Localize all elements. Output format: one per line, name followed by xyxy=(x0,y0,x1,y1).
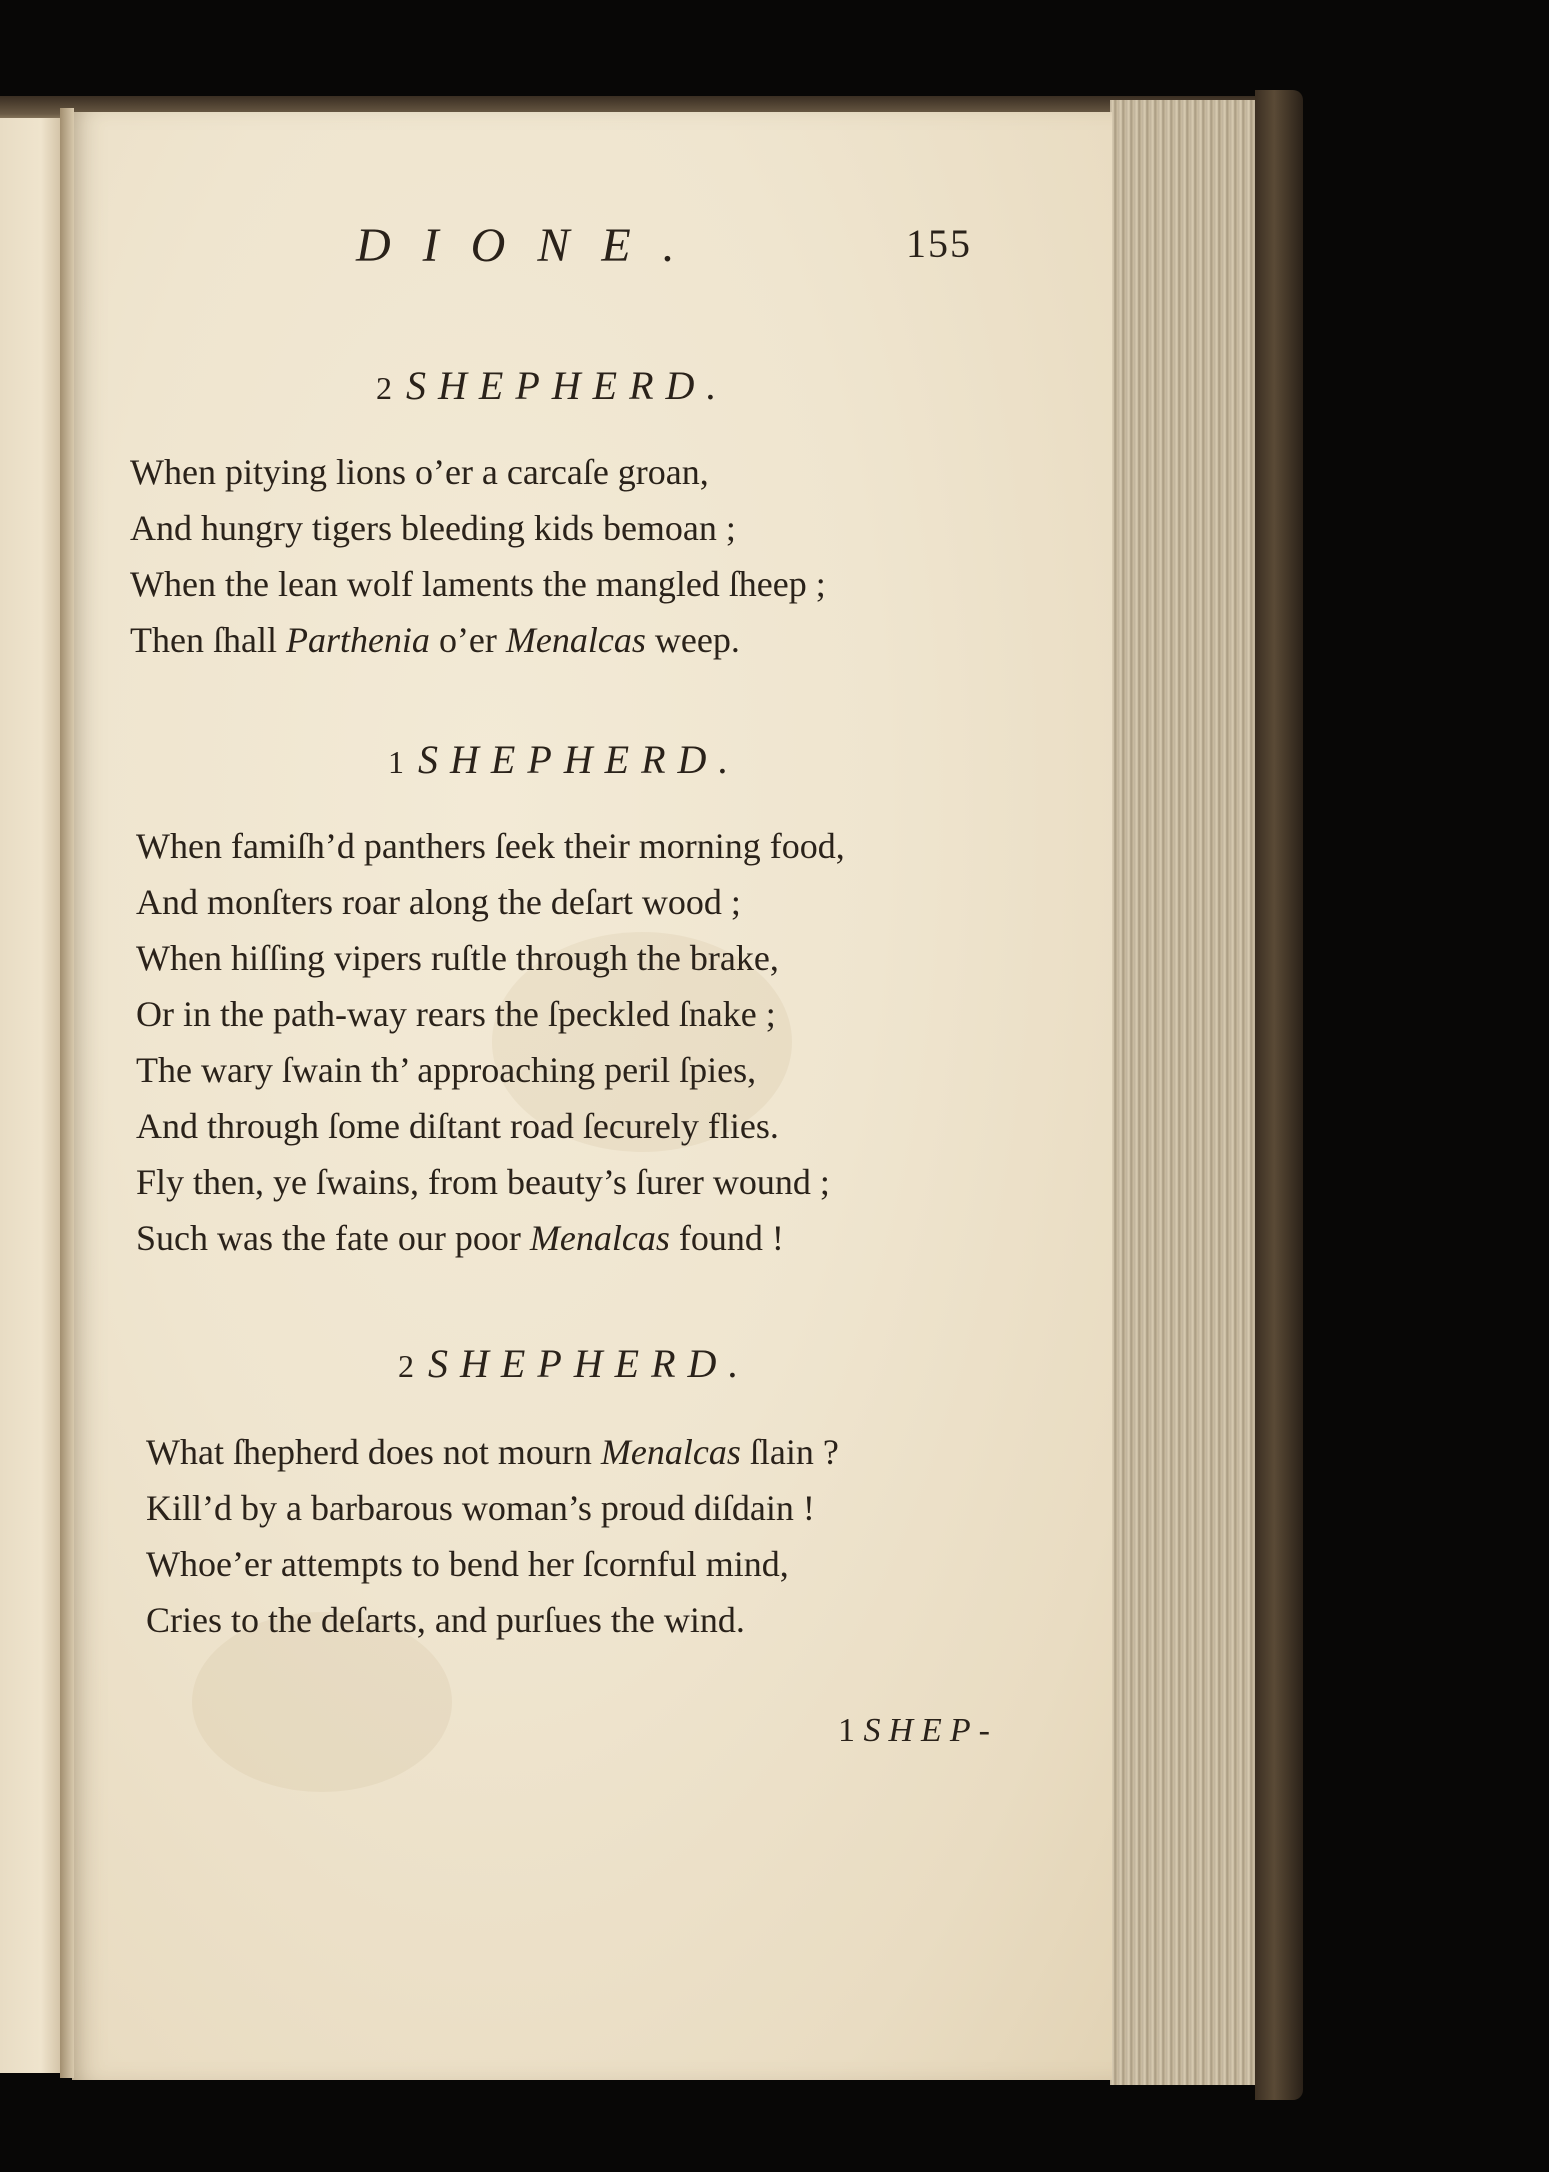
verse-line: Such was the fate our poor Menalcas found ! xyxy=(136,1218,784,1258)
speaker-name: SHEPHERD. xyxy=(406,363,729,408)
facing-page-edge xyxy=(0,118,68,2073)
catchword-number: 1 xyxy=(838,1712,855,1749)
page-number: 155 xyxy=(906,221,972,266)
speaker-number: 2 xyxy=(398,1348,414,1384)
verse-line: Kill’d by a barbarous woman’s proud diſdain ! xyxy=(146,1488,815,1528)
verse-line: Then ſhall Parthenia o’er Menalcas weep. xyxy=(130,620,740,660)
verse-line: And hungry tigers bleeding kids bemoan ; xyxy=(130,508,736,548)
verse-stanza xyxy=(136,818,896,1266)
verse-line: And monſters roar along the deſart wood ; xyxy=(136,882,741,922)
verse-line: When famiſh’d panthers ſeek their morning food, xyxy=(136,826,845,866)
catchword xyxy=(838,1712,998,1750)
verse-line: What ſhepherd does not mourn Menalcas ſlain ? xyxy=(146,1432,839,1472)
speaker-number: 2 xyxy=(376,370,392,406)
speaker-name: SHEPHERD. xyxy=(428,1341,751,1386)
verse-stanza xyxy=(146,1424,906,1648)
verse-line: When pitying lions o’er a carcaſe groan, xyxy=(130,452,709,492)
fore-edge-pages xyxy=(1110,100,1260,2085)
verse-line: When hiſſing vipers ruſtle through the brake, xyxy=(136,938,779,978)
verse-line: When the lean wolf laments the mangled ſheep ; xyxy=(130,564,826,604)
verse-line: And through ſome diſtant road ſecurely flies. xyxy=(136,1106,779,1146)
speaker-heading xyxy=(398,1340,750,1387)
catchword-text: SHEP- xyxy=(863,1712,998,1749)
speaker-heading xyxy=(376,362,728,409)
verse-line: Cries to the deſarts, and purſues the wind. xyxy=(146,1600,745,1640)
verse-line: Fly then, ye ſwains, from beauty’s ſurer wound ; xyxy=(136,1162,830,1202)
verse-line: The wary ſwain th’ approaching peril ſpies, xyxy=(136,1050,757,1090)
speaker-name: SHEPHERD. xyxy=(418,737,741,782)
verse-line: Whoe’er attempts to bend her ſcornful mind, xyxy=(146,1544,789,1584)
verse-line: Or in the path-way rears the ſpeckled ſnake ; xyxy=(136,994,776,1034)
speaker-number: 1 xyxy=(388,744,404,780)
running-head: DIONE. xyxy=(356,219,707,272)
verse-stanza xyxy=(130,444,890,668)
spine-gutter xyxy=(60,108,74,2078)
book-cover-edge xyxy=(1255,90,1303,2100)
speaker-heading xyxy=(388,736,740,783)
